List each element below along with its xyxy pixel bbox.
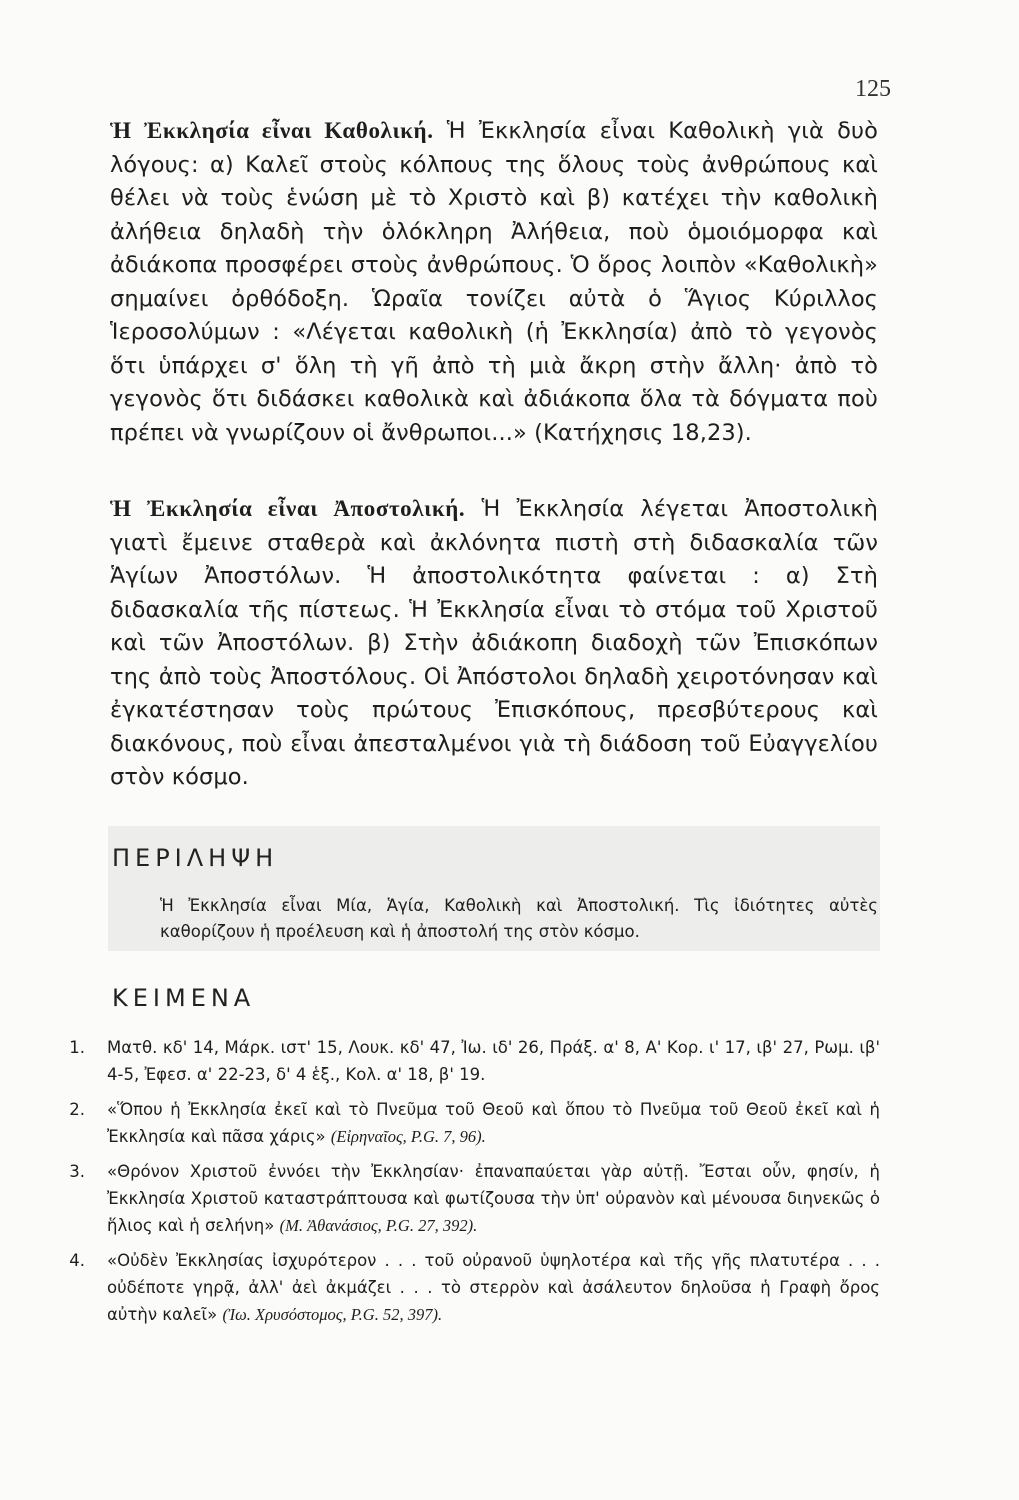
ref-number: 2. [69, 1100, 85, 1119]
ref-text [107, 1247, 880, 1328]
section-heading: Ἡ Ἐκκλησία εἶναι Καθολική. [110, 118, 434, 143]
section-heading: Ἡ Ἐκκλησία εἶναι Ἀποστολική. [110, 496, 466, 521]
ref-text [107, 1158, 880, 1239]
texts-title: ΚΕΙΜΕΝΑ [112, 984, 256, 1012]
ref-number: 1. [69, 1038, 85, 1057]
section-apostolic [110, 492, 878, 795]
ref-citation: (Μ. Ἀθανάσιος, P.G. 27, 392). [279, 1216, 478, 1235]
list-item [52, 1247, 880, 1328]
ref-quote: «Οὐδὲν Ἐκκλησίας ἰσχυρότερον . . . τοῦ οὐρανοῦ ὑψηλοτέρα καὶ τῆς γῆς πλατυτέρα . . . οὐδέποτε γηρᾷ, ἀλλ' ἀεὶ ἀκμάζει . . . τὸ στερρὸν καὶ ἀσάλευτον δηλοῦσα ἡ Γραφὴ ὄρος αὐτὴν καλεῖ» [107, 1251, 880, 1324]
ref-text [107, 1034, 880, 1088]
references-list [52, 1034, 880, 1336]
ref-citation: (Ἰω. Χρυσόστομος, P.G. 52, 397). [222, 1305, 443, 1324]
section-text: Ἡ Ἐκκλησία εἶναι Καθολικὴ γιὰ δυὸ λόγους: α) Καλεῖ στοὺς κόλπους της ὅλους τοὺς ἀνθρώπους καὶ θέλει νὰ τοὺς ἑνώση μὲ τὸ Χριστὸ καὶ β) κατέχει τὴν καθολικὴ ἀλήθεια δηλαδὴ τὴν ὁλόκληρη Ἀλήθεια, ποὺ ὁμοιόμορφα καὶ ἀδιάκοπα προσφέρει στοὺς ἀνθρώπους. Ὁ ὅρος λοιπὸν «Καθολικὴ» σημαίνει ὀρθόδοξη. Ὡραῖα τονίζει αὐτὰ ὁ Ἅγιος Κύριλλος Ἱεροσολύμων : «Λέγεται καθολικὴ (ἡ Ἐκκλησία) ἀπὸ τὸ γεγονὸς ὅτι ὑπάρχει σ' ὅλη τὴ γῆ ἀπὸ τὴ μιὰ ἄκρη στὴν ἄλλη· ἀπὸ τὸ γεγονὸς ὅτι διδάσκει καθολικὰ καὶ ἀδιάκοπα ὅλα τὰ δόγματα ποὺ πρέπει νὰ γνωρίζουν οἱ ἄνθρωποι...» (Κατήχησις 18,23). [110, 118, 878, 446]
list-item [52, 1034, 880, 1088]
page-number: 125 [855, 76, 891, 102]
ref-number: 3. [69, 1162, 85, 1181]
section-catholic [110, 114, 878, 450]
ref-quote: «Θρόνον Χριστοῦ ἐννόει τὴν Ἐκκλησίαν· ἐπαναπαύεται γὰρ αὐτῇ. Ἔσται οὖν, φησίν, ἡ Ἐκκλησία Χριστοῦ καταστράπτουσα καὶ φωτίζουσα τὴν ὑπ' οὐρανὸν καὶ μένουσα διηνεκῶς ὁ ἥλιος καὶ ἡ σελήνη» [107, 1162, 880, 1235]
ref-quote: Ματθ. κδ' 14, Μάρκ. ιστ' 15, Λουκ. κδ' 47, Ἰω. ιδ' 26, Πράξ. α' 8, Α' Κορ. ι' 17, ιβ' 27, Ρωμ. ιβ' 4-5, Ἐφεσ. α' 22-23, δ' 4 ἑξ., Κολ. α' 18, β' 19. [107, 1038, 880, 1084]
ref-number: 4. [69, 1251, 85, 1270]
summary-title: ΠΕΡΙΛΗΨΗ [112, 844, 279, 872]
ref-quote: «Ὅπου ἡ Ἐκκλησία ἐκεῖ καὶ τὸ Πνεῦμα τοῦ Θεοῦ καὶ ὅπου τὸ Πνεῦμα τοῦ Θεοῦ ἐκεῖ καὶ ἡ Ἐκκλησία καὶ πᾶσα χάρις» [107, 1100, 880, 1146]
list-item [52, 1158, 880, 1239]
summary-text: Ἡ Ἐκκλησία εἶναι Μία, Ἁγία, Καθολικὴ καὶ Ἀποστολική. Τὶς ἰδιότητες αὐτὲς καθορίζουν ἡ προέλευση καὶ ἡ ἀποστολή της στὸν κόσμο. [160, 896, 878, 941]
list-item [52, 1096, 880, 1150]
section-text: Ἡ Ἐκκλησία λέγεται Ἀποστολικὴ γιατὶ ἔμεινε σταθερὰ καὶ ἀκλόνητα πιστὴ στὴ διδασκαλία τῶν Ἁγίων Ἀποστόλων. Ἡ ἀποστολικότητα φαίνεται : α) Στὴ διδασκαλία τῆς πίστεως. Ἡ Ἐκκλησία εἶναι τὸ στόμα τοῦ Χριστοῦ καὶ τῶν Ἀποστόλων. β) Στὴν ἀδιάκοπη διαδοχὴ τῶν Ἐπισκόπων της ἀπὸ τοὺς Ἀποστόλους. Οἱ Ἀπόστολοι δηλαδὴ χειροτόνησαν καὶ ἐγκατέστησαν τοὺς πρώτους Ἐπισκόπους, πρεσβύτερους καὶ διακόνους, ποὺ εἶναι ἀπεσταλμένοι γιὰ τὴ διάδοση τοῦ Εὐαγγελίου στὸν κόσμο. [110, 496, 878, 790]
ref-citation: (Εἰρηναῖος, P.G. 7, 96). [330, 1127, 486, 1146]
ref-text [107, 1096, 880, 1150]
